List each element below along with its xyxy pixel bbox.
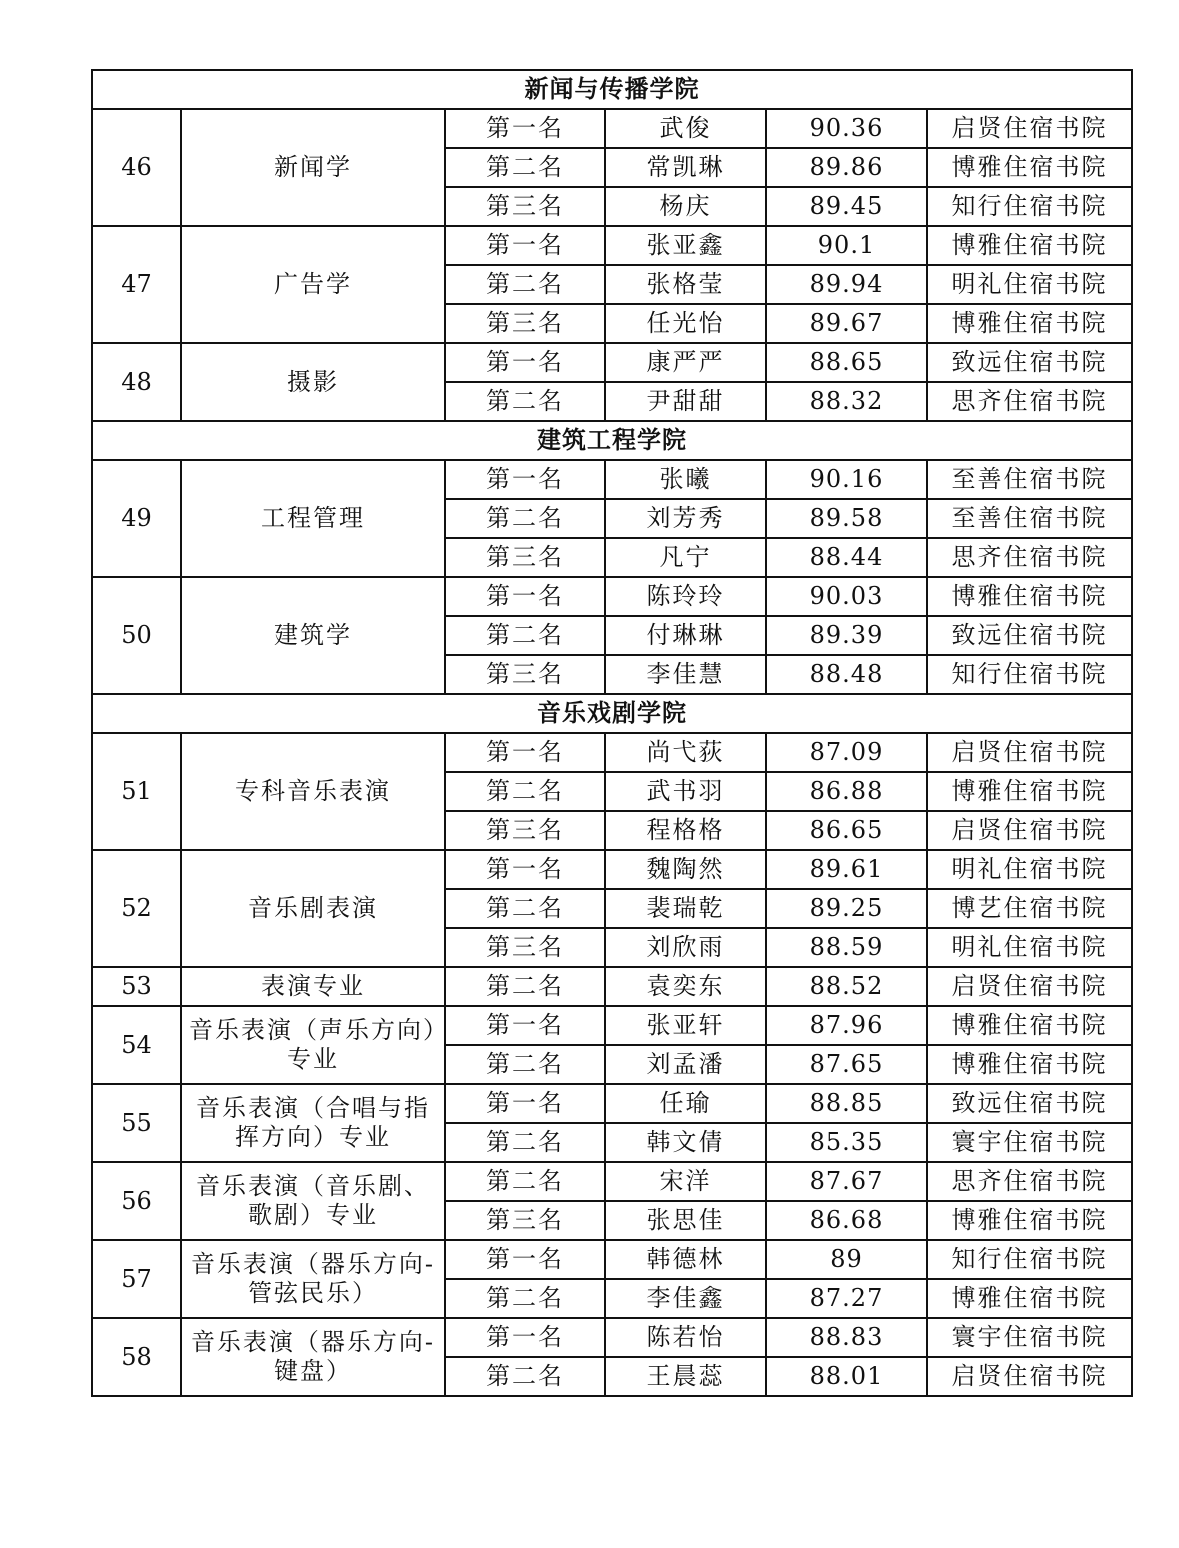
- rank-cell: 第一名: [445, 343, 605, 382]
- table-row: [92, 343, 1132, 382]
- score-cell: 85.35: [766, 1123, 927, 1162]
- table-row: [92, 226, 1132, 265]
- rank-cell: 第一名: [445, 577, 605, 616]
- student-name: 凡宁: [605, 538, 766, 577]
- major-name: 新闻学: [181, 109, 445, 226]
- residential-college: 博雅住宿书院: [927, 148, 1132, 187]
- rank-cell: 第一名: [445, 1318, 605, 1357]
- major-name: 音乐表演（声乐方向）专业: [181, 1006, 445, 1084]
- residential-college: 明礼住宿书院: [927, 928, 1132, 967]
- rank-cell: 第三名: [445, 304, 605, 343]
- student-name: 张亚轩: [605, 1006, 766, 1045]
- residential-college: 博雅住宿书院: [927, 577, 1132, 616]
- residential-college: 致远住宿书院: [927, 1084, 1132, 1123]
- major-name: 音乐剧表演: [181, 850, 445, 967]
- score-cell: 86.65: [766, 811, 927, 850]
- rank-cell: 第三名: [445, 1201, 605, 1240]
- rank-cell: 第二名: [445, 382, 605, 421]
- major-name: 表演专业: [181, 967, 445, 1006]
- student-name: 张思佳: [605, 1201, 766, 1240]
- rank-cell: 第二名: [445, 967, 605, 1006]
- rank-cell: 第三名: [445, 811, 605, 850]
- score-cell: 88.85: [766, 1084, 927, 1123]
- score-cell: 88.83: [766, 1318, 927, 1357]
- residential-college: 明礼住宿书院: [927, 265, 1132, 304]
- rank-cell: 第一名: [445, 460, 605, 499]
- table-row: [92, 577, 1132, 616]
- rank-cell: 第二名: [445, 265, 605, 304]
- student-name: 李佳鑫: [605, 1279, 766, 1318]
- rank-cell: 第一名: [445, 1084, 605, 1123]
- student-name: 任光怡: [605, 304, 766, 343]
- residential-college: 博雅住宿书院: [927, 772, 1132, 811]
- rank-cell: 第一名: [445, 733, 605, 772]
- rank-cell: 第二名: [445, 1162, 605, 1201]
- major-number: 58: [92, 1318, 181, 1396]
- major-name: 工程管理: [181, 460, 445, 577]
- student-name: 陈玲玲: [605, 577, 766, 616]
- student-name: 武俊: [605, 109, 766, 148]
- score-cell: 89: [766, 1240, 927, 1279]
- residential-college: 思齐住宿书院: [927, 538, 1132, 577]
- rank-cell: 第三名: [445, 928, 605, 967]
- table-row: [92, 1240, 1132, 1279]
- score-cell: 89.86: [766, 148, 927, 187]
- student-name: 裴瑞乾: [605, 889, 766, 928]
- student-name: 刘欣雨: [605, 928, 766, 967]
- award-table-body: [92, 70, 1132, 1396]
- score-cell: 86.68: [766, 1201, 927, 1240]
- table-row: [92, 967, 1132, 1006]
- student-name: 刘孟潘: [605, 1045, 766, 1084]
- residential-college: 博雅住宿书院: [927, 1006, 1132, 1045]
- table-row: [92, 109, 1132, 148]
- residential-college: 知行住宿书院: [927, 655, 1132, 694]
- residential-college: 知行住宿书院: [927, 187, 1132, 226]
- score-cell: 87.27: [766, 1279, 927, 1318]
- major-number: 53: [92, 967, 181, 1006]
- residential-college: 博雅住宿书院: [927, 1201, 1132, 1240]
- major-number: 56: [92, 1162, 181, 1240]
- rank-cell: 第一名: [445, 1240, 605, 1279]
- major-number: 47: [92, 226, 181, 343]
- table-row: [92, 460, 1132, 499]
- major-number: 46: [92, 109, 181, 226]
- rank-cell: 第二名: [445, 772, 605, 811]
- student-name: 武书羽: [605, 772, 766, 811]
- residential-college: 至善住宿书院: [927, 499, 1132, 538]
- major-number: 54: [92, 1006, 181, 1084]
- residential-college: 思齐住宿书院: [927, 1162, 1132, 1201]
- residential-college: 博雅住宿书院: [927, 304, 1132, 343]
- major-name: 音乐表演（音乐剧、歌剧）专业: [181, 1162, 445, 1240]
- rank-cell: 第三名: [445, 655, 605, 694]
- score-cell: 88.01: [766, 1357, 927, 1396]
- major-number: 48: [92, 343, 181, 421]
- student-name: 张亚鑫: [605, 226, 766, 265]
- rank-cell: 第二名: [445, 1357, 605, 1396]
- score-cell: 89.58: [766, 499, 927, 538]
- college-header-row: [92, 421, 1132, 460]
- score-cell: 89.61: [766, 850, 927, 889]
- residential-college: 启贤住宿书院: [927, 733, 1132, 772]
- major-name: 建筑学: [181, 577, 445, 694]
- score-cell: 87.09: [766, 733, 927, 772]
- rank-cell: 第三名: [445, 187, 605, 226]
- residential-college: 致远住宿书院: [927, 343, 1132, 382]
- rank-cell: 第二名: [445, 148, 605, 187]
- residential-college: 明礼住宿书院: [927, 850, 1132, 889]
- award-table: [91, 69, 1133, 1397]
- score-cell: 89.25: [766, 889, 927, 928]
- rank-cell: 第二名: [445, 1123, 605, 1162]
- student-name: 刘芳秀: [605, 499, 766, 538]
- rank-cell: 第一名: [445, 1006, 605, 1045]
- student-name: 杨庆: [605, 187, 766, 226]
- major-name: 音乐表演（器乐方向-键盘）: [181, 1318, 445, 1396]
- rank-cell: 第二名: [445, 889, 605, 928]
- score-cell: 89.45: [766, 187, 927, 226]
- student-name: 程格格: [605, 811, 766, 850]
- major-name: 广告学: [181, 226, 445, 343]
- student-name: 韩德林: [605, 1240, 766, 1279]
- rank-cell: 第二名: [445, 1045, 605, 1084]
- student-name: 李佳慧: [605, 655, 766, 694]
- score-cell: 88.32: [766, 382, 927, 421]
- score-cell: 89.94: [766, 265, 927, 304]
- college-header-row: [92, 70, 1132, 109]
- student-name: 陈若怡: [605, 1318, 766, 1357]
- rank-cell: 第一名: [445, 109, 605, 148]
- score-cell: 88.65: [766, 343, 927, 382]
- table-row: [92, 1084, 1132, 1123]
- residential-college: 至善住宿书院: [927, 460, 1132, 499]
- major-number: 52: [92, 850, 181, 967]
- rank-cell: 第二名: [445, 1279, 605, 1318]
- student-name: 宋洋: [605, 1162, 766, 1201]
- table-row: [92, 1162, 1132, 1201]
- table-row: [92, 1006, 1132, 1045]
- rank-cell: 第一名: [445, 850, 605, 889]
- score-cell: 88.59: [766, 928, 927, 967]
- residential-college: 思齐住宿书院: [927, 382, 1132, 421]
- residential-college: 博雅住宿书院: [927, 1279, 1132, 1318]
- student-name: 尚弋荻: [605, 733, 766, 772]
- table-row: [92, 1318, 1132, 1357]
- major-name: 音乐表演（合唱与指挥方向）专业: [181, 1084, 445, 1162]
- score-cell: 90.16: [766, 460, 927, 499]
- major-number: 55: [92, 1084, 181, 1162]
- major-number: 51: [92, 733, 181, 850]
- college-name: 音乐戏剧学院: [92, 694, 1132, 733]
- student-name: 袁奕东: [605, 967, 766, 1006]
- student-name: 康严严: [605, 343, 766, 382]
- score-cell: 89.67: [766, 304, 927, 343]
- score-cell: 90.1: [766, 226, 927, 265]
- student-name: 魏陶然: [605, 850, 766, 889]
- score-cell: 86.88: [766, 772, 927, 811]
- residential-college: 寰宇住宿书院: [927, 1123, 1132, 1162]
- table-row: [92, 733, 1132, 772]
- score-cell: 90.03: [766, 577, 927, 616]
- score-cell: 88.48: [766, 655, 927, 694]
- residential-college: 寰宇住宿书院: [927, 1318, 1132, 1357]
- score-cell: 90.36: [766, 109, 927, 148]
- residential-college: 博雅住宿书院: [927, 226, 1132, 265]
- score-cell: 87.96: [766, 1006, 927, 1045]
- major-number: 57: [92, 1240, 181, 1318]
- residential-college: 致远住宿书院: [927, 616, 1132, 655]
- residential-college: 启贤住宿书院: [927, 1357, 1132, 1396]
- rank-cell: 第二名: [445, 499, 605, 538]
- major-name: 摄影: [181, 343, 445, 421]
- major-number: 50: [92, 577, 181, 694]
- rank-cell: 第三名: [445, 538, 605, 577]
- student-name: 常凯琳: [605, 148, 766, 187]
- college-name: 新闻与传播学院: [92, 70, 1132, 109]
- score-cell: 88.52: [766, 967, 927, 1006]
- student-name: 尹甜甜: [605, 382, 766, 421]
- residential-college: 知行住宿书院: [927, 1240, 1132, 1279]
- residential-college: 启贤住宿书院: [927, 967, 1132, 1006]
- student-name: 韩文倩: [605, 1123, 766, 1162]
- major-name: 音乐表演（器乐方向-管弦民乐）: [181, 1240, 445, 1318]
- college-header-row: [92, 694, 1132, 733]
- residential-college: 启贤住宿书院: [927, 811, 1132, 850]
- rank-cell: 第二名: [445, 616, 605, 655]
- residential-college: 博雅住宿书院: [927, 1045, 1132, 1084]
- student-name: 张格莹: [605, 265, 766, 304]
- major-name: 专科音乐表演: [181, 733, 445, 850]
- student-name: 付琳琳: [605, 616, 766, 655]
- score-cell: 87.67: [766, 1162, 927, 1201]
- score-cell: 87.65: [766, 1045, 927, 1084]
- student-name: 张曦: [605, 460, 766, 499]
- rank-cell: 第一名: [445, 226, 605, 265]
- student-name: 王晨蕊: [605, 1357, 766, 1396]
- table-row: [92, 850, 1132, 889]
- score-cell: 88.44: [766, 538, 927, 577]
- score-cell: 89.39: [766, 616, 927, 655]
- residential-college: 启贤住宿书院: [927, 109, 1132, 148]
- college-name: 建筑工程学院: [92, 421, 1132, 460]
- major-number: 49: [92, 460, 181, 577]
- student-name: 任瑜: [605, 1084, 766, 1123]
- residential-college: 博艺住宿书院: [927, 889, 1132, 928]
